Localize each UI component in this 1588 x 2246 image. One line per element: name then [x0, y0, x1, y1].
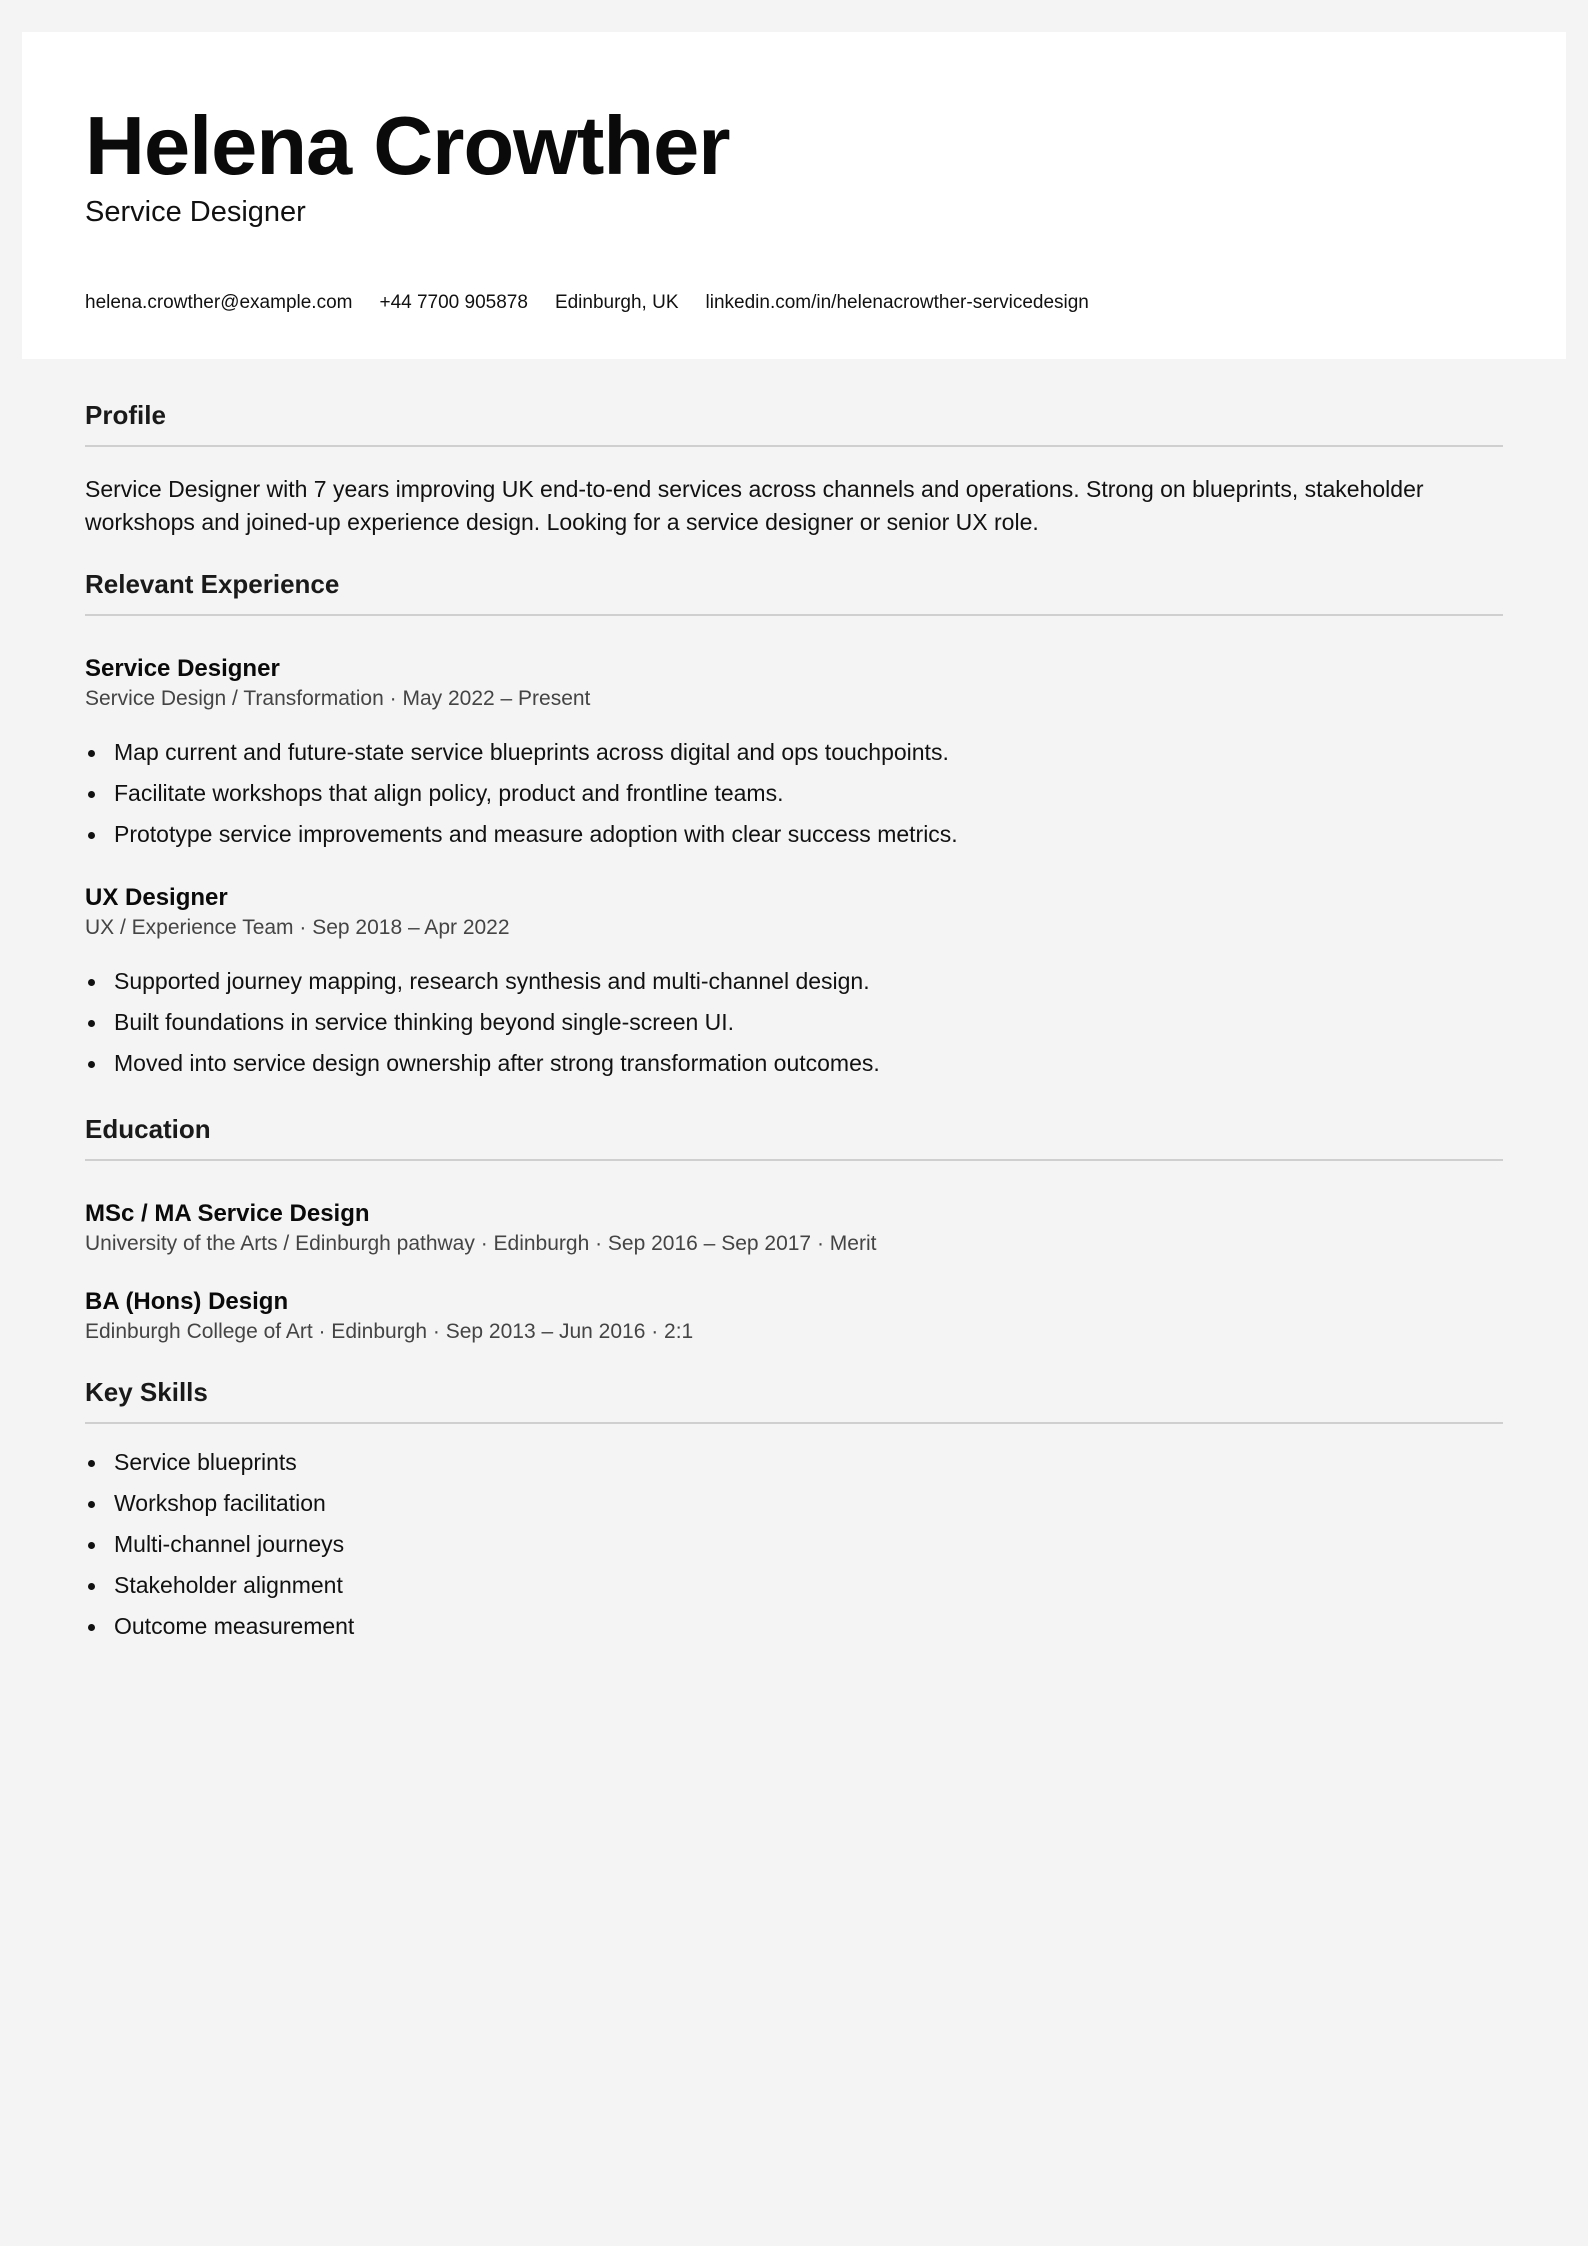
profile-section: [85, 400, 1503, 539]
resume-body: [85, 400, 1503, 1647]
skills-section: [85, 1377, 1503, 1647]
experience-heading: Relevant Experience: [85, 569, 1503, 616]
education-meta: Edinburgh College of Art · Edinburgh · Sep 2013 – Jun 2016 · 2:1: [85, 1320, 694, 1343]
skills-list: [85, 1442, 1503, 1647]
job-bullet: Prototype service improvements and measure adoption with clear success metrics.: [85, 814, 1503, 855]
contact-linkedin: linkedin.com/in/helenacrowther-servicedesign: [705, 292, 1089, 313]
education-section: [85, 1114, 1503, 1347]
education-heading: Education: [85, 1114, 1503, 1161]
job-bullet: Facilitate workshops that align policy, product and frontline teams.: [85, 773, 1503, 814]
job-bullet: Built foundations in service thinking beyond single-screen UI.: [85, 1002, 1503, 1043]
contact-location: Edinburgh, UK: [554, 292, 679, 313]
experience-section: [85, 569, 1503, 1084]
candidate-role: Service Designer: [85, 196, 306, 228]
education-entry: [85, 1287, 1503, 1347]
job-meta: Service Design / Transformation · May 2022 – Present: [85, 687, 591, 710]
contact-email: helena.crowther@example.com: [85, 292, 353, 313]
job-title: UX Designer: [85, 884, 228, 911]
contact-row: [85, 292, 1089, 314]
job-bullet: Supported journey mapping, research synthesis and multi-channel design.: [85, 961, 1503, 1002]
profile-heading: Profile: [85, 400, 1503, 447]
contact-phone: +44 7700 905878: [379, 292, 528, 313]
skill-item: Service blueprints: [85, 1442, 1503, 1483]
skill-item: Multi-channel journeys: [85, 1524, 1503, 1565]
skill-item: Workshop facilitation: [85, 1483, 1503, 1524]
job-title: Service Designer: [85, 655, 280, 682]
job-bullets: [85, 732, 1503, 855]
resume-header: [22, 32, 1566, 359]
education-degree: MSc / MA Service Design: [85, 1200, 370, 1227]
candidate-name: Helena Crowther: [85, 99, 730, 192]
skills-heading: Key Skills: [85, 1377, 1503, 1424]
job-bullet: Map current and future-state service blueprints across digital and ops touchpoints.: [85, 732, 1503, 773]
skill-item: Stakeholder alignment: [85, 1565, 1503, 1606]
job-entry: [85, 883, 1503, 1084]
skill-item: Outcome measurement: [85, 1606, 1503, 1647]
job-entry: [85, 654, 1503, 855]
job-bullet: Moved into service design ownership after strong transformation outcomes.: [85, 1043, 1503, 1084]
education-entry: [85, 1199, 1503, 1259]
education-degree: BA (Hons) Design: [85, 1288, 289, 1315]
job-bullets: [85, 961, 1503, 1084]
profile-text: Service Designer with 7 years improving UK end-to-end services across channels and operations. Strong on blueprints, stakeholder workshops and joined-up experience design. Looking for a service designer or senior UX role.: [85, 476, 1424, 535]
education-meta: University of the Arts / Edinburgh pathway · Edinburgh · Sep 2016 – Sep 2017 · Merit: [85, 1232, 877, 1255]
job-meta: UX / Experience Team · Sep 2018 – Apr 2022: [85, 916, 510, 939]
